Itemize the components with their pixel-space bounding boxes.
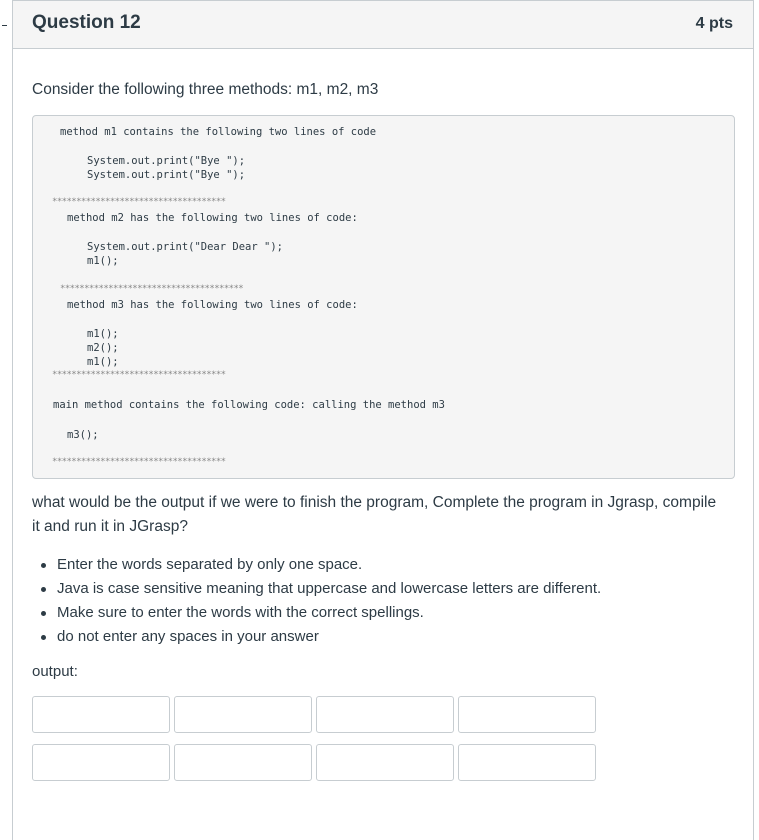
m3-line-2: m2(); [87, 342, 119, 354]
bullet-icon [41, 587, 46, 592]
bullet-icon [41, 611, 46, 616]
m1-line-2: System.out.print("Bye "); [87, 169, 246, 181]
answer-input-7[interactable] [316, 744, 454, 781]
answer-input-8[interactable] [458, 744, 596, 781]
answer-input-4[interactable] [458, 696, 596, 733]
m2-line-1: System.out.print("Dear Dear "); [87, 241, 283, 253]
output-label: output: [32, 663, 78, 680]
left-edge-mark [2, 25, 7, 26]
m1-header: method m1 contains the following two lines of code [60, 126, 377, 138]
m1-line-1: System.out.print("Bye "); [87, 155, 246, 167]
question-card [12, 0, 754, 840]
question-prompt: what would be the output if we were to finish the program, Complete the program in Jgrasp, compile it and run it in JGrasp? [32, 494, 717, 535]
main-header: main method contains the following code: calling the method m3 [53, 399, 445, 411]
bullet-icon [41, 635, 46, 640]
list-item [32, 601, 601, 625]
instruction-text: Make sure to enter the words with the correct spellings. [57, 604, 424, 621]
main-line-1: m3(); [67, 429, 99, 441]
separator-4: ************************************ [52, 457, 226, 467]
m3-line-1: m1(); [87, 328, 119, 340]
question-header [13, 1, 753, 49]
answer-input-1[interactable] [32, 696, 170, 733]
instruction-text: Java is case sensitive meaning that uppercase and lowercase letters are different. [57, 580, 602, 597]
code-block [32, 115, 735, 479]
answer-input-2[interactable] [174, 696, 312, 733]
answer-input-6[interactable] [174, 744, 312, 781]
list-item [32, 553, 601, 577]
instruction-list [32, 553, 601, 649]
instruction-text: Enter the words separated by only one space. [57, 556, 363, 573]
separator-3: ************************************ [52, 370, 226, 380]
question-intro: Consider the following three methods: m1, m2, m3 [32, 81, 379, 98]
list-item [32, 625, 601, 649]
separator-1: ************************************ [52, 197, 226, 207]
question-points: 4 pts [695, 15, 733, 32]
m3-header: method m3 has the following two lines of code: [67, 299, 358, 311]
separator-2: ************************************** [60, 284, 244, 294]
m2-header: method m2 has the following two lines of code: [67, 212, 358, 224]
m2-line-2: m1(); [87, 255, 119, 267]
bullet-icon [41, 563, 46, 568]
instruction-text: do not enter any spaces in your answer [57, 628, 319, 645]
m3-line-3: m1(); [87, 356, 119, 368]
list-item [32, 577, 601, 601]
answer-input-5[interactable] [32, 744, 170, 781]
question-title: Question 12 [32, 12, 141, 33]
answer-input-3[interactable] [316, 696, 454, 733]
